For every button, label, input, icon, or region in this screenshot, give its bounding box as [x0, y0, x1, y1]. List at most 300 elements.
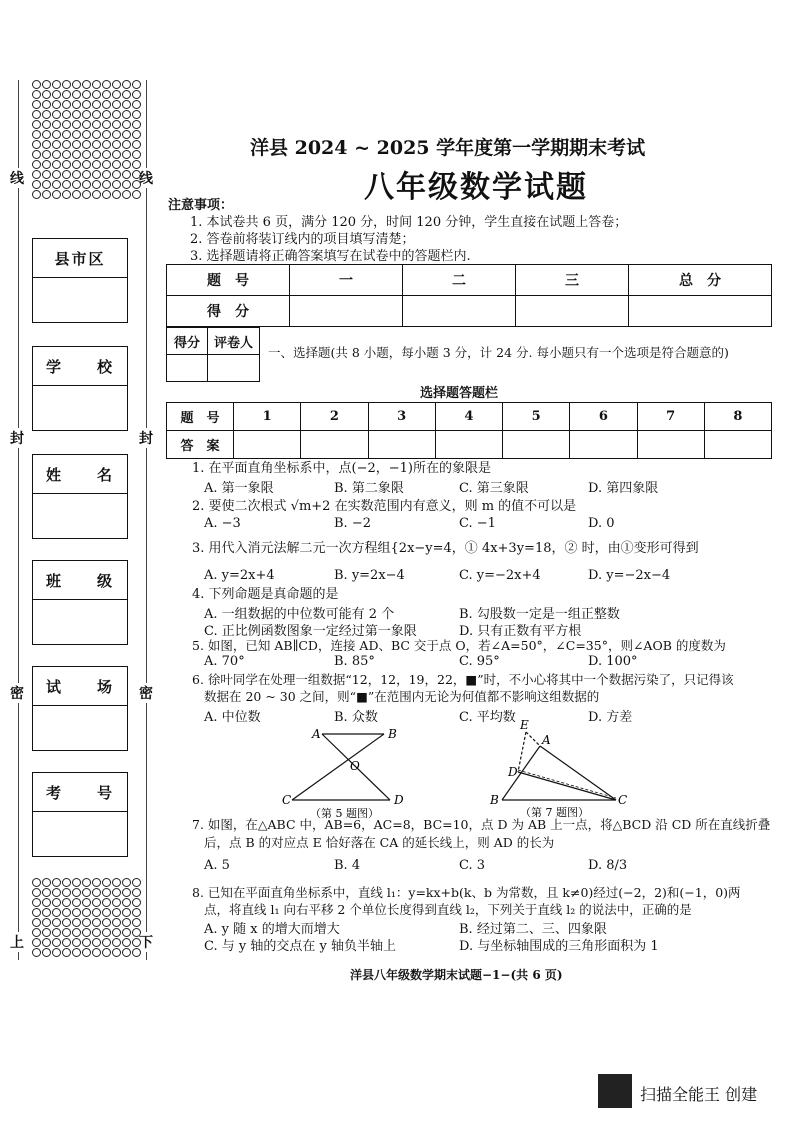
binding-dot: [92, 90, 101, 99]
binding-dot: [132, 140, 141, 149]
binding-dot: [122, 170, 131, 179]
binding-dot: [72, 928, 81, 937]
binding-dot: [122, 120, 131, 129]
q8-option-d[interactable]: D. 与坐标轴围成的三角形面积为 1: [459, 939, 659, 954]
binding-dot: [112, 120, 121, 129]
binding-line-right: [146, 80, 147, 960]
binding-dot: [32, 928, 41, 937]
binding-dot: [122, 100, 131, 109]
binding-dot: [52, 130, 61, 139]
binding-dot: [132, 190, 141, 199]
binding-dot: [112, 948, 121, 957]
q7-option-b[interactable]: B. 4: [334, 858, 361, 873]
score-header-2: 二: [403, 265, 516, 296]
figure-7: [488, 718, 638, 822]
binding-dot: [92, 120, 101, 129]
binding-dot: [42, 928, 51, 937]
binding-dot: [32, 100, 41, 109]
binding-dot: [122, 90, 131, 99]
binding-dot: [62, 918, 71, 927]
binding-dot: [62, 190, 71, 199]
binding-dot: [62, 110, 71, 119]
binding-dot: [112, 160, 121, 169]
binding-dot: [72, 878, 81, 887]
binding-dot: [82, 150, 91, 159]
binding-dot: [42, 190, 51, 199]
binding-dot: [42, 90, 51, 99]
binding-dot: [42, 110, 51, 119]
q7-option-d[interactable]: D. 8/3: [588, 858, 628, 873]
q5-option-d[interactable]: D. 100°: [588, 654, 638, 669]
fig5-label-a: A: [312, 727, 321, 741]
binding-dot: [72, 90, 81, 99]
q3-option-d[interactable]: D. y=−2x−4: [588, 568, 671, 583]
binding-dot: [92, 938, 101, 947]
binding-dot: [132, 160, 141, 169]
binding-dot: [42, 100, 51, 109]
binding-dot: [82, 90, 91, 99]
note-1: 1. 本试卷共 6 页，满分 120 分，时间 120 分钟，学生直接在试题上答卷；: [190, 215, 628, 230]
answer-table: [166, 402, 772, 459]
fig7-label-b: B: [490, 793, 499, 807]
binding-dot: [92, 918, 101, 927]
binding-dot: [32, 90, 41, 99]
binding-dot: [82, 898, 91, 907]
binding-dot: [122, 888, 131, 897]
binding-dot: [72, 100, 81, 109]
binding-dot: [102, 90, 111, 99]
q4-option-a[interactable]: A. 一组数据的中位数可能有 2 个: [204, 607, 395, 622]
binding-dot: [52, 170, 61, 179]
binding-dot: [52, 110, 61, 119]
q1-option-a[interactable]: A. 第一象限: [204, 481, 274, 496]
fig5-label-b: B: [388, 727, 397, 741]
binding-dot: [122, 180, 131, 189]
binding-dot: [132, 888, 141, 897]
binding-dot: [112, 80, 121, 89]
answer-cell-2[interactable]: [301, 431, 368, 459]
binding-dot: [92, 190, 101, 199]
binding-dot: [72, 908, 81, 917]
binding-dot: [92, 80, 101, 89]
binding-dot: [72, 948, 81, 957]
left-label-feng: 封: [10, 428, 24, 448]
binding-dot: [52, 160, 61, 169]
binding-dot: [42, 908, 51, 917]
binding-dot: [52, 190, 61, 199]
score-cell-total[interactable]: [629, 296, 772, 327]
binding-dot: [92, 170, 101, 179]
q1-option-b[interactable]: B. 第二象限: [334, 481, 404, 496]
binding-dot: [32, 160, 41, 169]
binding-dot: [132, 90, 141, 99]
q7-option-c[interactable]: C. 3: [459, 858, 486, 873]
binding-dot: [102, 918, 111, 927]
field-school: [32, 346, 128, 431]
field-class-input[interactable]: [33, 600, 127, 644]
score-cell-1[interactable]: [290, 296, 403, 327]
q4-option-d[interactable]: D. 只有正数有平方根: [459, 624, 582, 639]
q7-option-a[interactable]: A. 5: [204, 858, 230, 873]
binding-dot: [42, 180, 51, 189]
binding-dot: [102, 80, 111, 89]
q2-option-a[interactable]: A. −3: [204, 516, 241, 531]
binding-dot: [82, 928, 91, 937]
dot-pattern-bottom: [32, 878, 150, 957]
q6-option-d[interactable]: D. 方差: [588, 710, 633, 725]
binding-dot: [112, 918, 121, 927]
binding-dot: [52, 180, 61, 189]
binding-dot: [32, 190, 41, 199]
answer-bar-title: 选择题答题栏: [420, 386, 499, 401]
qr-code-icon: [598, 1074, 632, 1108]
binding-dot: [72, 150, 81, 159]
binding-dot: [102, 898, 111, 907]
binding-dot: [122, 938, 131, 947]
binding-dot: [52, 120, 61, 129]
binding-dot: [122, 908, 131, 917]
binding-dot: [122, 878, 131, 887]
left-label-xian: 线: [10, 168, 24, 188]
fig7-label-a: A: [542, 733, 551, 747]
score-header-label: 题 号: [167, 265, 290, 296]
binding-dot: [102, 150, 111, 159]
binding-dot: [42, 140, 51, 149]
q2-option-c[interactable]: C. −1: [459, 516, 496, 531]
right-label-xia: 下: [139, 932, 153, 952]
binding-dot: [92, 110, 101, 119]
answer-cell-7[interactable]: [637, 431, 704, 459]
q5-option-a[interactable]: A. 70°: [204, 654, 245, 669]
binding-dot: [42, 948, 51, 957]
binding-dot: [32, 938, 41, 947]
binding-dot: [122, 150, 131, 159]
binding-dot: [62, 928, 71, 937]
field-name: [32, 454, 128, 539]
binding-dot: [102, 908, 111, 917]
binding-dot: [102, 938, 111, 947]
binding-dot: [82, 160, 91, 169]
binding-dot: [82, 908, 91, 917]
binding-dot: [122, 140, 131, 149]
answer-number-6: 6: [570, 403, 637, 431]
binding-dot: [62, 100, 71, 109]
q3-option-a[interactable]: A. y=2x+4: [204, 568, 275, 583]
binding-dot: [52, 100, 61, 109]
fig7-segment-ea: [526, 732, 540, 746]
binding-dot: [92, 100, 101, 109]
q3-option-c[interactable]: C. y=−2x+4: [459, 568, 541, 583]
binding-dot: [82, 130, 91, 139]
binding-dot: [122, 160, 131, 169]
binding-dot: [62, 878, 71, 887]
score-table: [166, 264, 772, 327]
field-school-label: 学 校: [33, 347, 127, 386]
answer-cell-4[interactable]: [435, 431, 502, 459]
question-7-stem-2: 后，点 B 的对应点 E 恰好落在 CA 的延长线上，则 AD 的长为: [204, 835, 555, 850]
page-footer: 洋县八年级数学期末试题−1−(共 6 页): [350, 968, 563, 982]
binding-dot: [82, 948, 91, 957]
binding-dot: [132, 130, 141, 139]
binding-dot: [102, 948, 111, 957]
score-header-3: 三: [516, 265, 629, 296]
right-label-mi: 密: [139, 683, 153, 703]
binding-dot: [122, 190, 131, 199]
binding-dot: [82, 918, 91, 927]
binding-dot: [42, 898, 51, 907]
binding-dot: [102, 170, 111, 179]
binding-dot: [52, 918, 61, 927]
binding-dot: [112, 150, 121, 159]
binding-dot: [132, 938, 141, 947]
fig7-segment-ed: [518, 732, 526, 772]
binding-dot: [72, 110, 81, 119]
binding-dot: [62, 898, 71, 907]
binding-dot: [82, 80, 91, 89]
binding-dot: [62, 140, 71, 149]
binding-dot: [72, 120, 81, 129]
fig7-segment-dc: [518, 772, 616, 800]
binding-dot: [112, 190, 121, 199]
q1-option-d[interactable]: D. 第四象限: [588, 481, 659, 496]
field-exam-number-input[interactable]: [33, 812, 127, 856]
score-cell-3[interactable]: [516, 296, 629, 327]
right-label-feng: 封: [139, 428, 153, 448]
binding-dot: [92, 180, 101, 189]
answer-number-4: 4: [435, 403, 502, 431]
binding-dot: [32, 888, 41, 897]
binding-dot: [92, 898, 101, 907]
q6-option-a[interactable]: A. 中位数: [204, 710, 261, 725]
binding-dot: [62, 938, 71, 947]
fig7-label-d: D: [508, 765, 518, 779]
figure-5: [278, 722, 418, 822]
q8-option-c[interactable]: C. 与 y 轴的交点在 y 轴负半轴上: [204, 939, 396, 954]
q5-option-b[interactable]: B. 85°: [334, 654, 375, 669]
section1-title: 一、选择题(共 8 小题，每小题 3 分，计 24 分. 每小题只有一个选项是符合题意的): [268, 345, 729, 360]
binding-dot: [92, 928, 101, 937]
binding-dot: [92, 160, 101, 169]
fig5-label-d: D: [394, 793, 404, 807]
binding-line-left: [18, 80, 19, 960]
binding-dot: [112, 928, 121, 937]
binding-dot: [132, 110, 141, 119]
binding-dot: [122, 928, 131, 937]
binding-dot: [52, 878, 61, 887]
binding-dot: [112, 110, 121, 119]
binding-dot: [122, 948, 131, 957]
binding-dot: [82, 170, 91, 179]
q3-option-b[interactable]: B. y=2x−4: [334, 568, 405, 583]
binding-dot: [32, 908, 41, 917]
binding-dot: [92, 150, 101, 159]
q2-option-d[interactable]: D. 0: [588, 516, 615, 531]
binding-dot: [122, 80, 131, 89]
binding-dot: [32, 898, 41, 907]
binding-dot: [132, 918, 141, 927]
answer-number-5: 5: [503, 403, 570, 431]
binding-dot: [92, 130, 101, 139]
question-5-stem: 5. 如图，已知 AB∥CD，连接 AD、BC 交于点 O，若∠A=50°，∠C=35°，则∠AOB 的度数为: [192, 638, 726, 653]
binding-dot: [72, 180, 81, 189]
binding-dot: [62, 160, 71, 169]
binding-dot: [52, 908, 61, 917]
field-exam-number-label: 考 号: [33, 773, 127, 812]
q8-option-a[interactable]: A. y 随 x 的增大而增大: [204, 922, 340, 937]
field-class: [32, 560, 128, 645]
notes-heading: 注意事项：: [168, 198, 234, 213]
binding-dot: [32, 170, 41, 179]
binding-dot: [72, 140, 81, 149]
q5-option-c[interactable]: C. 95°: [459, 654, 500, 669]
field-school-input[interactable]: [33, 386, 127, 430]
question-8-stem: 8. 已知在平面直角坐标系中，直线 l₁：y=kx+b(k、b 为常数，且 k≠0)经过(−2，2)和(−1，0)两: [192, 885, 741, 900]
binding-dot: [132, 898, 141, 907]
binding-dot: [112, 100, 121, 109]
binding-dot: [102, 888, 111, 897]
binding-dot: [32, 80, 41, 89]
question-1-stem: 1. 在平面直角坐标系中，点(−2，−1)所在的象限是: [192, 461, 492, 476]
field-name-input[interactable]: [33, 494, 127, 538]
binding-dot: [72, 130, 81, 139]
binding-dot: [62, 908, 71, 917]
note-2: 2. 答卷前将装订线内的项目填写清楚；: [190, 232, 415, 247]
question-4-stem: 4. 下列命题是真命题的是: [192, 587, 339, 602]
binding-dot: [62, 130, 71, 139]
binding-dot: [72, 898, 81, 907]
binding-dot: [42, 888, 51, 897]
binding-dot: [42, 160, 51, 169]
binding-dot: [82, 938, 91, 947]
q8-option-b[interactable]: B. 经过第二、三、四象限: [459, 922, 607, 937]
grader-score-cell[interactable]: [167, 355, 208, 382]
binding-dot: [42, 170, 51, 179]
answer-number-3: 3: [368, 403, 435, 431]
q6-option-b[interactable]: B. 众数: [334, 710, 378, 725]
question-7-stem: 7. 如图，在△ABC 中，AB=6，AC=8，BC=10，点 D 为 AB 上一点，将△BCD 沿 CD 所在直线折叠: [192, 817, 771, 832]
binding-dot: [72, 80, 81, 89]
q6-option-c[interactable]: C. 平均数: [459, 710, 516, 725]
binding-dot: [62, 888, 71, 897]
exam-subtitle: 八年级数学试题: [364, 170, 588, 205]
binding-dot: [32, 110, 41, 119]
binding-dot: [122, 898, 131, 907]
fig7-fold-line: [518, 770, 616, 798]
binding-dot: [102, 878, 111, 887]
score-header-total: 总 分: [629, 265, 772, 296]
dot-pattern-top: [32, 80, 150, 199]
binding-dot: [42, 918, 51, 927]
binding-dot: [42, 878, 51, 887]
field-room-input[interactable]: [33, 706, 127, 750]
binding-dot: [62, 80, 71, 89]
question-2-stem: 2. 要使二次根式 √m+2 在实数范围内有意义，则 m 的值不可以是: [192, 499, 577, 514]
field-exam-number: [32, 772, 128, 857]
binding-dot: [62, 948, 71, 957]
fig5-label-o: O: [350, 759, 360, 773]
binding-dot: [102, 160, 111, 169]
field-room: [32, 666, 128, 751]
binding-dot: [112, 130, 121, 139]
binding-dot: [62, 170, 71, 179]
binding-dot: [112, 90, 121, 99]
answer-header-label: 题 号: [167, 403, 234, 431]
score-header-1: 一: [290, 265, 403, 296]
binding-dot: [102, 928, 111, 937]
fig7-label-e: E: [520, 718, 529, 732]
fig5-caption: （第 5 题图）: [310, 807, 379, 820]
binding-dot: [122, 918, 131, 927]
binding-dot: [72, 938, 81, 947]
q4-option-b[interactable]: B. 勾股数一定是一组正整数: [459, 607, 620, 622]
note-3: 3. 选择题请将正确答案填写在试卷中的答题栏内.: [190, 249, 471, 264]
binding-dot: [102, 110, 111, 119]
binding-dot: [112, 170, 121, 179]
binding-dot: [132, 150, 141, 159]
binding-dot: [52, 150, 61, 159]
score-cell-2[interactable]: [403, 296, 516, 327]
binding-dot: [112, 140, 121, 149]
question-3-stem: 3. 用代入消元法解二元一次方程组{2x−y=4，① 4x+3y=18，② 时，由①变形可得到: [192, 541, 699, 556]
binding-dot: [112, 888, 121, 897]
answer-cell-1[interactable]: [234, 431, 301, 459]
field-room-label: 试 场: [33, 667, 127, 706]
binding-dot: [52, 888, 61, 897]
answer-cell-6[interactable]: [570, 431, 637, 459]
binding-dot: [122, 110, 131, 119]
binding-dot: [32, 120, 41, 129]
grader-name-cell[interactable]: [208, 355, 260, 382]
q4-option-c[interactable]: C. 正比例函数图象一定经过第一象限: [204, 624, 417, 639]
answer-number-1: 1: [234, 403, 301, 431]
binding-dot: [62, 180, 71, 189]
binding-dot: [52, 938, 61, 947]
binding-dot: [62, 120, 71, 129]
answer-cell-5[interactable]: [503, 431, 570, 459]
binding-dot: [42, 130, 51, 139]
answer-row-label: 答 案: [167, 431, 234, 459]
binding-dot: [112, 908, 121, 917]
answer-cell-8[interactable]: [704, 431, 771, 459]
field-county: [32, 238, 128, 323]
binding-dot: [82, 190, 91, 199]
field-county-input[interactable]: [33, 278, 127, 322]
binding-dot: [112, 878, 121, 887]
binding-dot: [132, 180, 141, 189]
binding-dot: [72, 160, 81, 169]
binding-dot: [62, 90, 71, 99]
q1-option-c[interactable]: C. 第三象限: [459, 481, 529, 496]
field-county-label: 县市区: [33, 239, 127, 278]
binding-dot: [82, 180, 91, 189]
answer-number-7: 7: [637, 403, 704, 431]
binding-dot: [82, 100, 91, 109]
q2-option-b[interactable]: B. −2: [334, 516, 371, 531]
binding-dot: [102, 140, 111, 149]
binding-dot: [132, 170, 141, 179]
fig7-label-c: C: [618, 793, 628, 807]
binding-dot: [92, 908, 101, 917]
binding-dot: [122, 130, 131, 139]
binding-dot: [132, 878, 141, 887]
fig7-caption: （第 7 题图）: [520, 806, 589, 819]
binding-dot: [42, 150, 51, 159]
answer-cell-3[interactable]: [368, 431, 435, 459]
binding-dot: [132, 120, 141, 129]
binding-dot: [42, 938, 51, 947]
binding-dot: [32, 918, 41, 927]
binding-dot: [132, 948, 141, 957]
